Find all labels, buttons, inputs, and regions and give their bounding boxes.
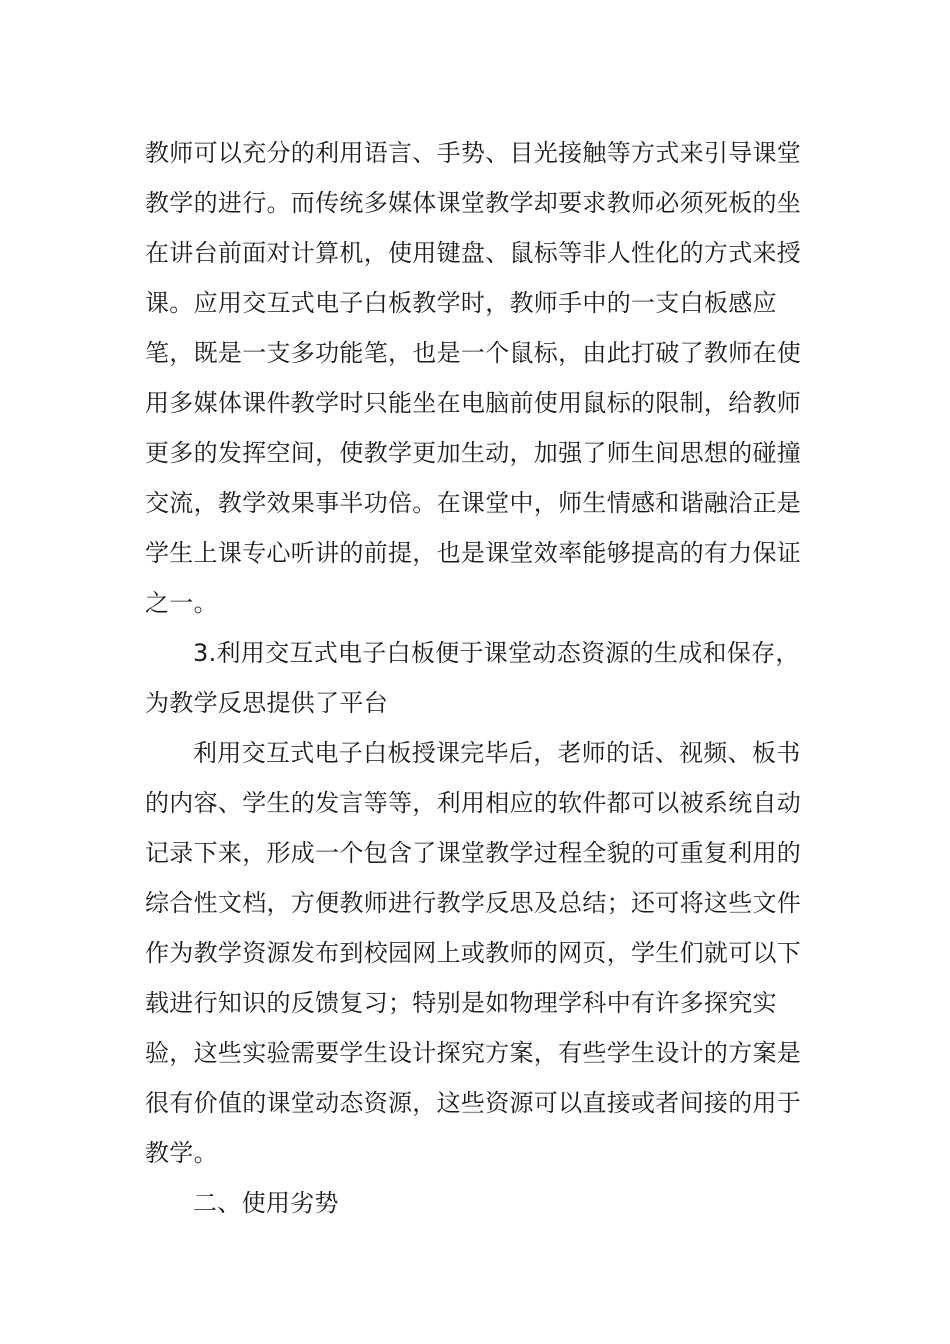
paragraph-2-line: 验，这些实验需要学生设计探究方案，有些学生设计的方案是: [145, 1039, 802, 1067]
paragraph-2-line: 作为教学资源发布到校园网上或教师的网页，学生们就可以下: [145, 939, 802, 967]
paragraph-1-line: 更多的发挥空间，使教学更加生动，加强了师生间思想的碰撞: [145, 439, 802, 467]
paragraph-2-line: 综合性文档，方便教师进行教学反思及总结；还可将这些文件: [145, 889, 802, 917]
paragraph-1-line: 交流，教学效果事半功倍。在课堂中，师生情感和谐融洽正是: [145, 489, 802, 517]
paragraph-1-line: 之一。: [145, 589, 218, 617]
paragraph-2-line: 教学。: [145, 1139, 218, 1167]
section-heading: 二、使用劣势: [193, 1189, 339, 1217]
subheading-line: 3.利用交互式电子白板便于课堂动态资源的生成和保存，: [193, 639, 800, 667]
paragraph-2-line: 载进行知识的反馈复习；特别是如物理学科中有许多探究实: [145, 989, 777, 1017]
paragraph-1-line: 学生上课专心听讲的前提，也是课堂效率能够提高的有力保证: [145, 539, 802, 567]
paragraph-1-line: 课。应用交互式电子白板教学时，教师手中的一支白板感应: [145, 289, 777, 317]
paragraph-1-line: 教学的进行。而传统多媒体课堂教学却要求教师必须死板的坐: [145, 189, 802, 217]
paragraph-1-line: 笔，既是一支多功能笔，也是一个鼠标，由此打破了教师在使: [145, 339, 802, 367]
paragraph-1-line: 在讲台前面对计算机，使用键盘、鼠标等非人性化的方式来授: [145, 239, 802, 267]
subheading-line: 为教学反思提供了平台: [145, 689, 388, 717]
paragraph-2-line: 记录下来，形成一个包含了课堂教学过程全貌的可重复利用的: [145, 839, 802, 867]
paragraph-2-line: 的内容、学生的发言等等，利用相应的软件都可以被系统自动: [145, 789, 802, 817]
paragraph-2-line: 利用交互式电子白板授课完毕后，老师的话、视频、板书: [193, 739, 801, 767]
paragraph-1-line: 用多媒体课件教学时只能坐在电脑前使用鼠标的限制，给教师: [145, 389, 802, 417]
paragraph-1-line: 教师可以充分的利用语言、手势、目光接触等方式来引导课堂: [145, 139, 802, 167]
paragraph-2-line: 很有价值的课堂动态资源，这些资源可以直接或者间接的用于: [145, 1089, 802, 1117]
